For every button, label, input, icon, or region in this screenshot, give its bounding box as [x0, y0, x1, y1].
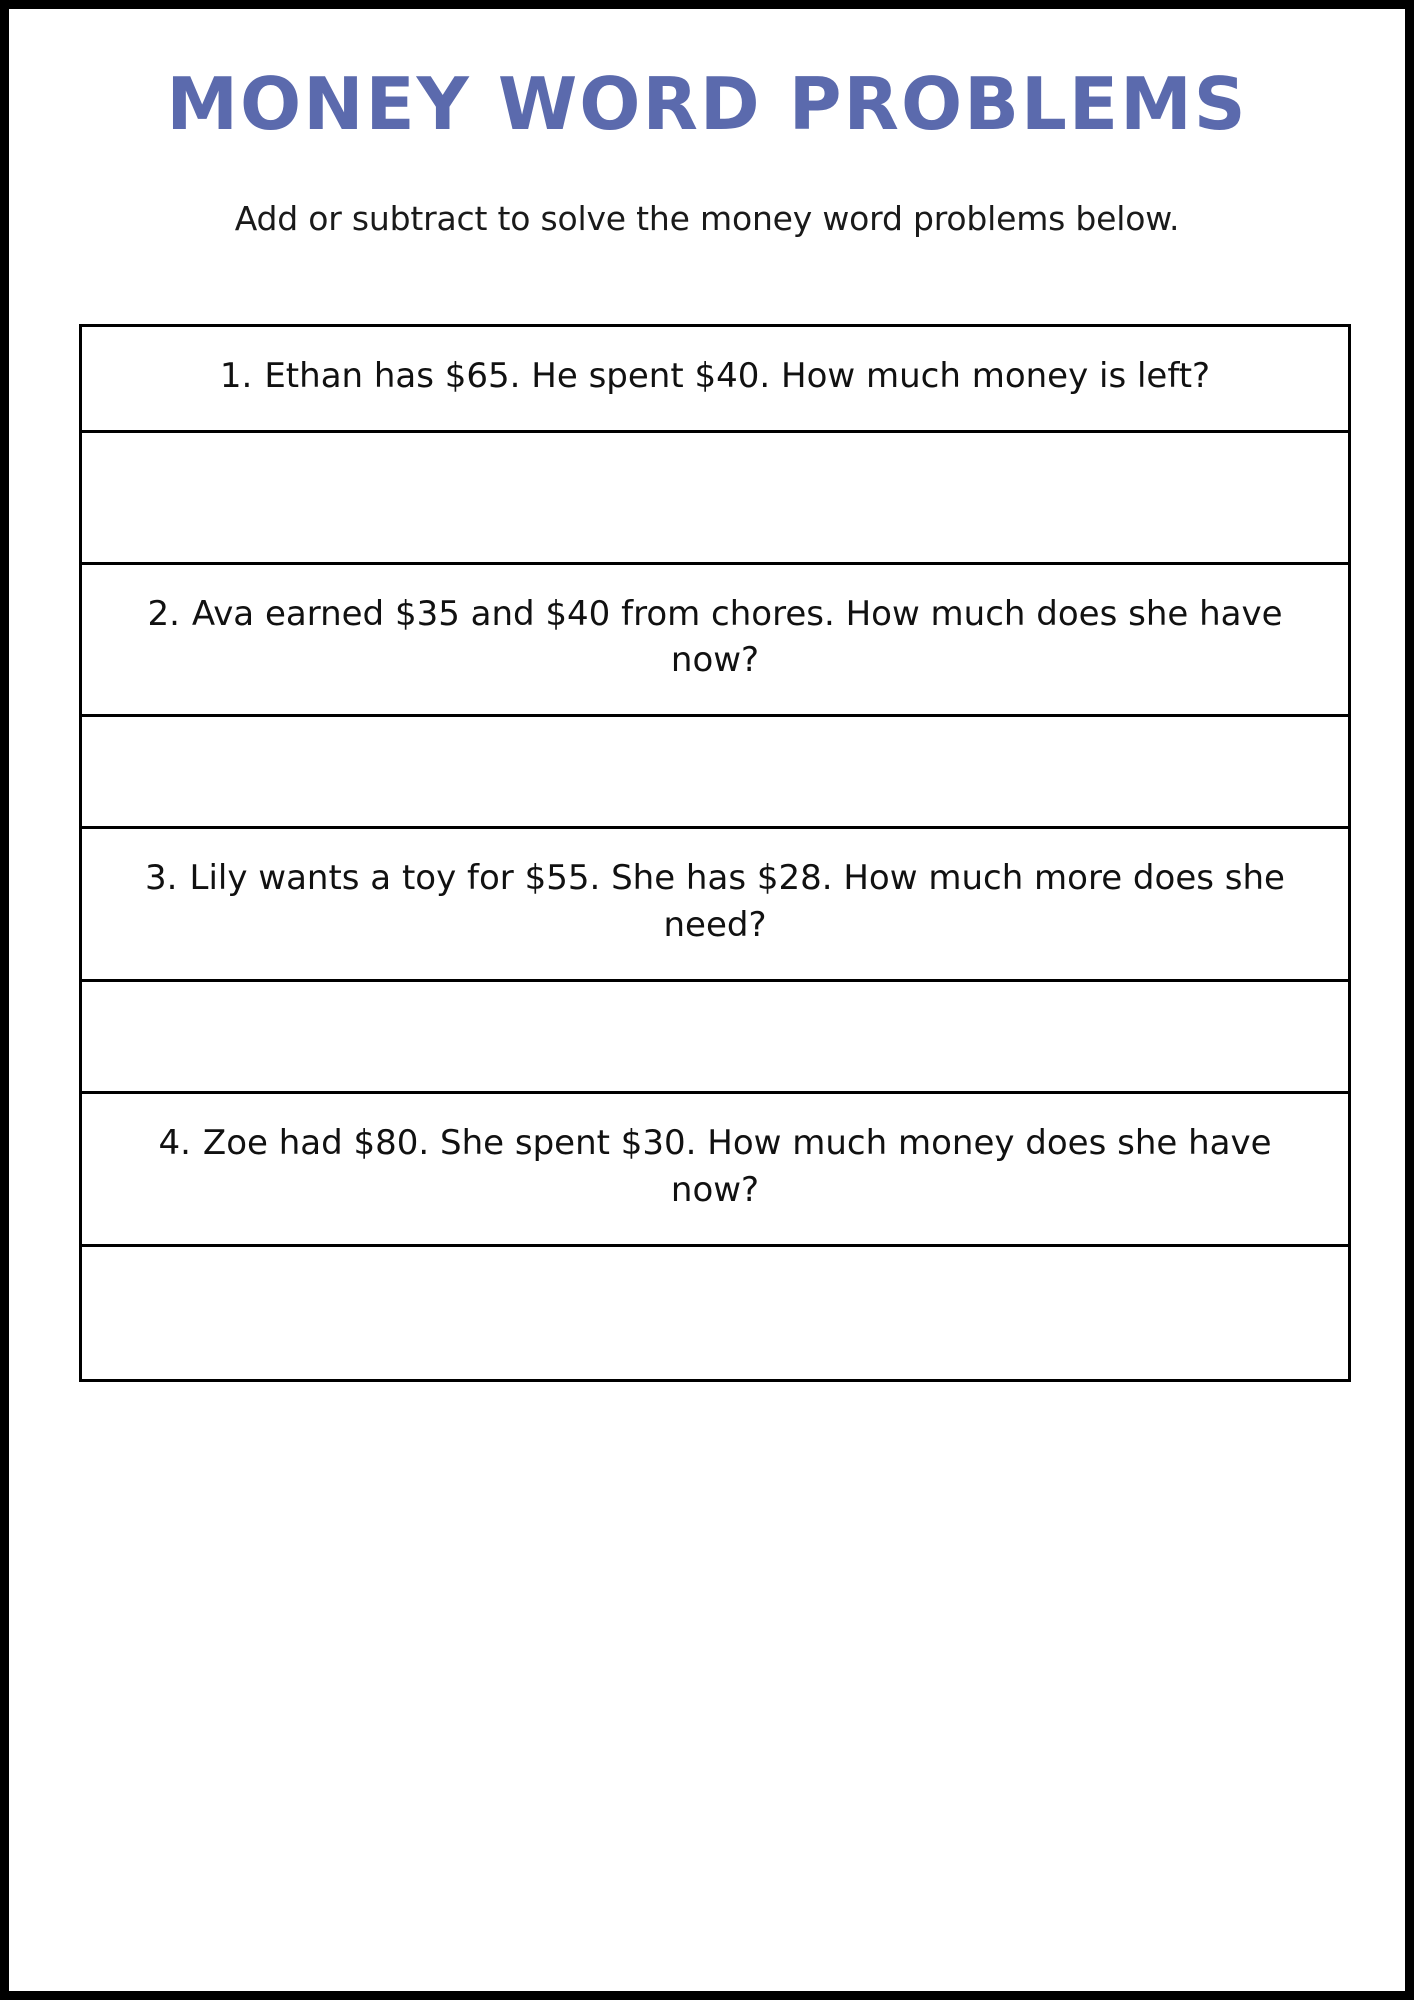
table-row	[82, 1094, 1348, 1247]
answer-box[interactable]	[82, 982, 1348, 1094]
problem-number: 1.	[219, 355, 253, 396]
worksheet-content	[9, 9, 1405, 1991]
answer-box[interactable]	[82, 1247, 1348, 1379]
problem-text: Lily wants a toy for $55. She has $28. How much more does she need?	[189, 858, 1285, 946]
instructions-text: Add or subtract to solve the money word problems below.	[234, 198, 1180, 238]
problem-number: 3.	[145, 858, 178, 899]
table-row	[82, 327, 1348, 433]
table-row	[82, 565, 1348, 718]
answer-box[interactable]	[82, 433, 1348, 565]
problem-text: Zoe had $80. She spent $30. How much money does she have now?	[202, 1123, 1272, 1211]
table-row	[82, 829, 1348, 982]
problem-number: 2.	[147, 593, 180, 634]
page-title: MONEY WORD PROBLEMS	[166, 62, 1248, 146]
problem-text: Ethan has $65. He spent $40. How much money is left?	[264, 355, 1211, 396]
answer-box[interactable]	[82, 717, 1348, 829]
problem-text: Ava earned $35 and $40 from chores. How much does she have now?	[191, 593, 1283, 681]
problems-table	[79, 324, 1351, 1382]
problem-number: 4.	[158, 1123, 191, 1164]
